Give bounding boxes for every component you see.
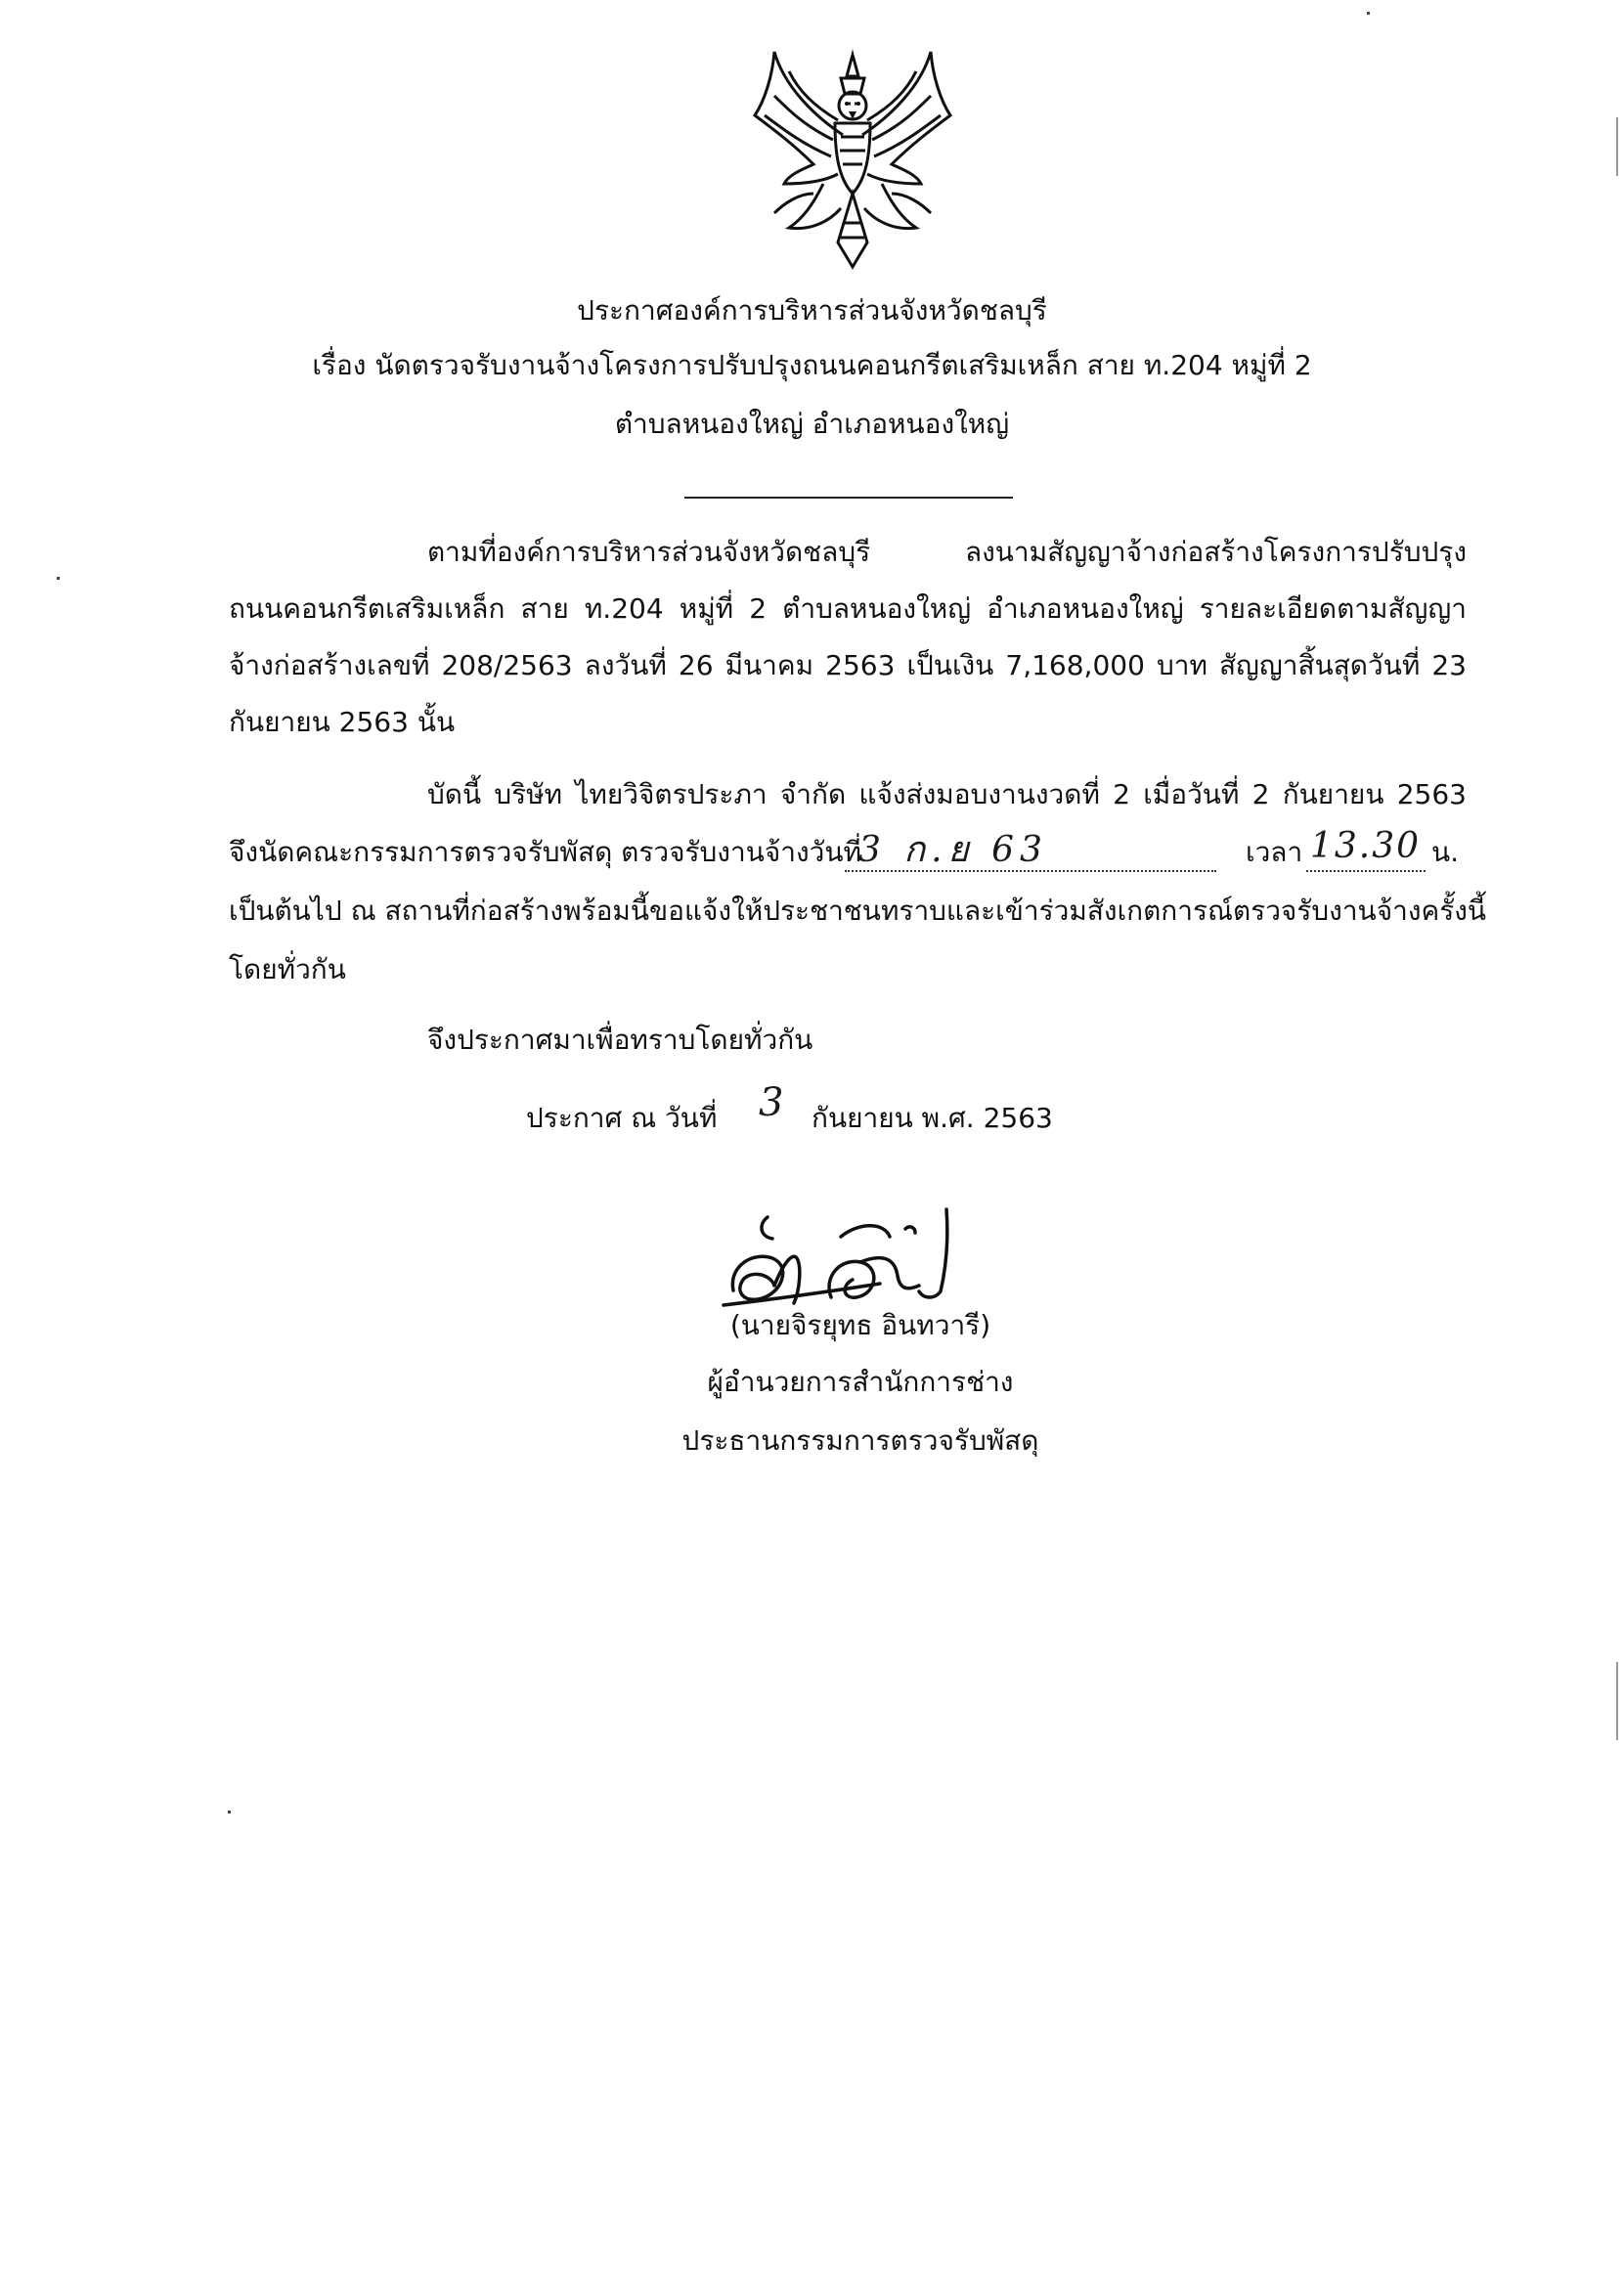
paragraph-2-line-4: โดยทั่วกัน	[229, 953, 346, 985]
scan-edge-mark	[1616, 117, 1618, 176]
scan-edge-mark	[1616, 1662, 1618, 1740]
announce-date-prefix: ประกาศ ณ วันที่	[526, 1102, 718, 1134]
closing-statement: จึงประกาศมาเพื่อทราบโดยทั่วกัน	[427, 1024, 813, 1056]
inspection-time-handwritten: 13.30	[1310, 826, 1422, 866]
paragraph-1-line-4: กันยายน 2563 นั้น	[229, 706, 456, 738]
paragraph-1-line-1: ตามที่องค์การบริหารส่วนจังหวัดชลบุรี ลงนามสัญญาจ้างก่อสร้างโครงการปรับปรุง	[427, 536, 1467, 568]
signatory-position: ผู้อำนวยการสำนักการช่าง	[707, 1366, 1014, 1398]
scan-edge-mark	[1367, 12, 1370, 15]
announce-date-suffix: กันยายน พ.ศ. 2563	[812, 1102, 1053, 1134]
heading-divider	[684, 497, 1013, 499]
paragraph-2-line-3: เป็นต้นไป ณ สถานที่ก่อสร้างพร้อมนี้ขอแจ้งให้ประชาชนทราบและเข้าร่วมสังเกตการณ์ตรวจรับงานจ้างครั้งนี้	[229, 895, 1487, 927]
announcement-subject-location: ตำบลหนองใหญ่ อำเภอหนองใหญ่	[614, 408, 1010, 440]
garuda-emblem-icon	[745, 47, 960, 272]
inspection-date-handwritten: 3 ก.ย 63	[858, 830, 1048, 870]
paragraph-1-line-3: จ้างก่อสร้างเลขที่ 208/2563 ลงวันที่ 26 มีนาคม 2563 เป็นเงิน 7,168,000 บาท สัญญาสิ้นสุดวันที่ 23	[229, 649, 1467, 681]
scan-edge-mark	[228, 1811, 231, 1813]
paragraph-1-line-2: ถนนคอนกรีตเสริมเหล็ก สาย ท.204 หมู่ที่ 2 ตำบลหนองใหญ่ อำเภอหนองใหญ่ รายละเอียดตามสัญญา	[229, 592, 1467, 625]
announcement-subject: เรื่อง นัดตรวจรับงานจ้างโครงการปรับปรุงถนนคอนกรีตเสริมเหล็ก สาย ท.204 หมู่ที่ 2	[312, 349, 1312, 381]
signatory-name: (นายจิรยุทธ อินทวารี)	[729, 1309, 991, 1341]
announce-day-handwritten: 3	[759, 1080, 790, 1125]
paragraph-2-line-2-prefix: จึงนัดคณะกรรมการตรวจรับพัสดุ ตรวจรับงานจ้างวันที่	[229, 836, 861, 868]
time-label: เวลา	[1246, 836, 1303, 868]
paragraph-2-line-1: บัดนี้ บริษัท ไทยวิจิตรประภา จำกัด แจ้งส่งมอบงานงวดที่ 2 เมื่อวันที่ 2 กันยายน 2563	[427, 778, 1467, 810]
time-suffix: น.	[1431, 836, 1460, 868]
announcement-title: ประกาศองค์การบริหารส่วนจังหวัดชลบุรี	[577, 294, 1047, 327]
scan-edge-mark	[57, 577, 60, 580]
signatory-role: ประธานกรรมการตรวจรับพัสดุ	[681, 1424, 1039, 1457]
handwritten-signature-icon	[714, 1198, 978, 1320]
